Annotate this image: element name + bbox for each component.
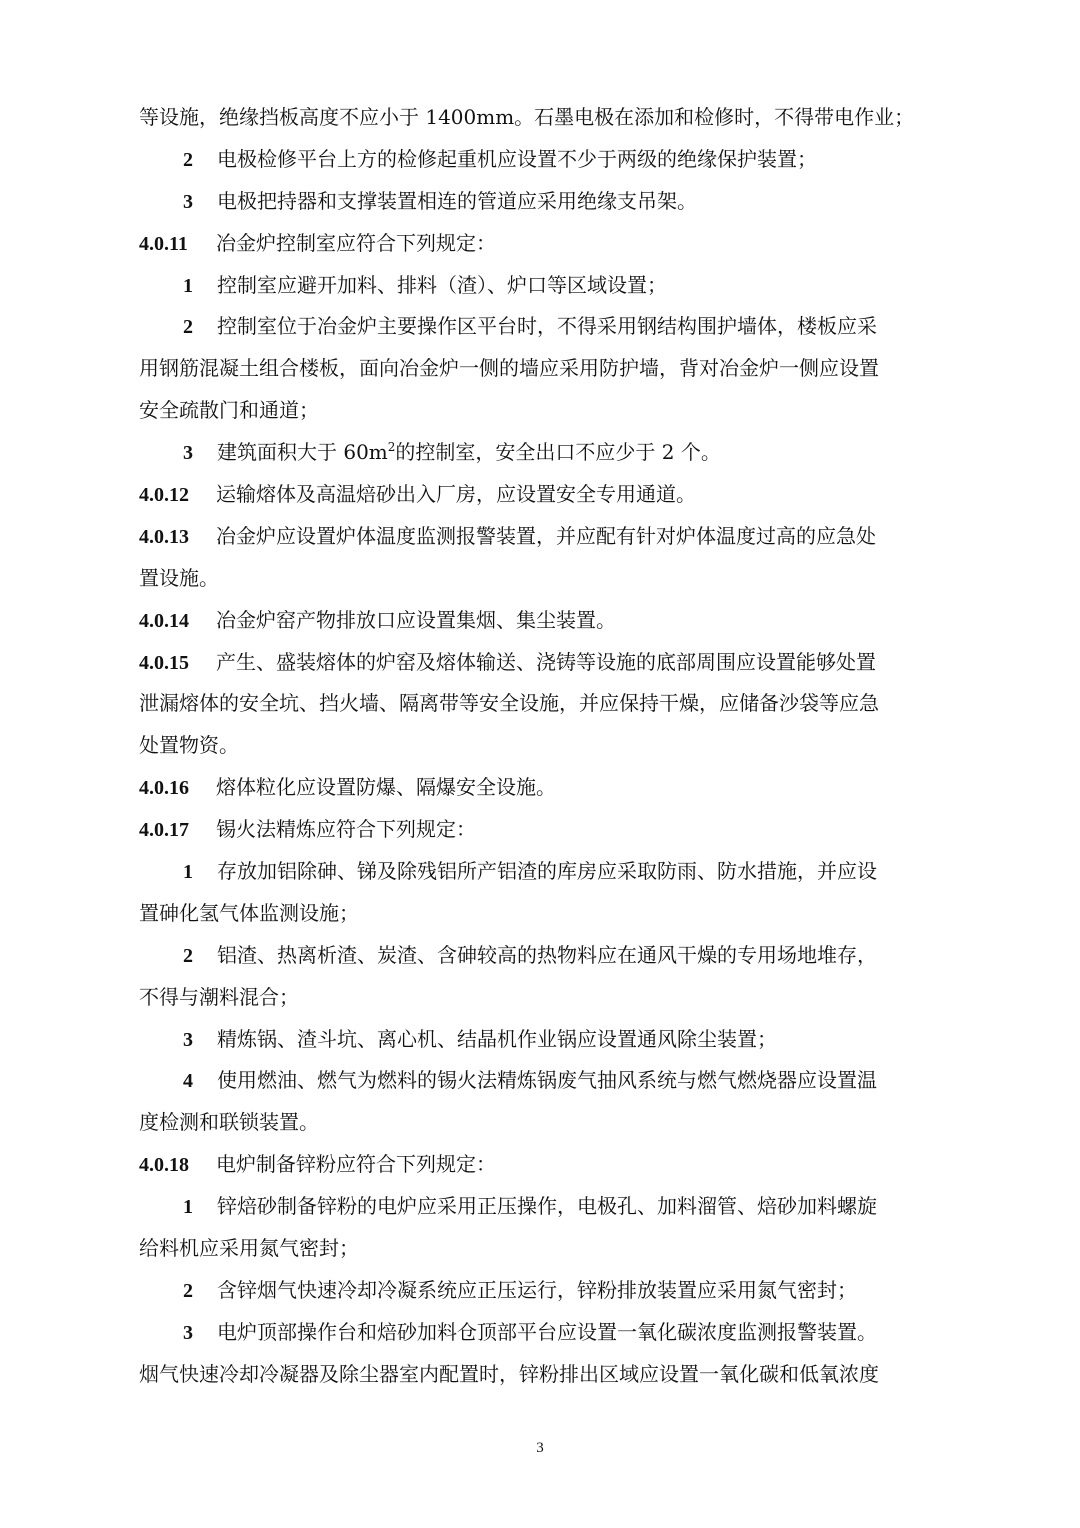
line-text: 处置物资。 [139,733,239,758]
item-line [139,935,941,977]
continuation-line [139,348,941,390]
line-text: 等设施，绝缘挡板高度不应小于 1400mm。石墨电极在添加和检修时，不得带电作业； [139,105,915,129]
line-text-continued: 的控制室，安全出口不应少于 2 个。 [395,440,721,465]
continuation-line [139,893,941,935]
continuation-line [139,1354,941,1396]
item-line [139,1270,941,1312]
line-text: 置砷化氢气体监测设施； [139,900,359,925]
continuation-line [139,1102,941,1144]
line-text: 冶金炉应设置炉体温度监测报警装置，并应配有针对炉体温度过高的应急处 [216,523,876,548]
line-text: 泄漏熔体的安全坑、挡火墙、隔离带等安全设施，并应保持干燥，应储备沙袋等应急 [139,691,879,716]
line-text: 精炼锅、渣斗坑、离心机、结晶机作业锅应设置通风除尘装置； [217,1026,777,1051]
line-text: 运输熔体及高温焙砂出入厂房，应设置安全专用通道。 [216,482,696,507]
line-text: 使用燃油、燃气为燃料的锡火法精炼锅废气抽风系统与燃气燃烧器应设置温 [217,1068,877,1093]
line-text: 烟气快速冷却冷凝器及除尘器室内配置时，锌粉排出区域应设置一氧化碳和低氧浓度 [139,1361,879,1386]
clause-line [139,600,941,642]
line-text: 冶金炉窑产物排放口应设置集烟、集尘装置。 [216,607,616,632]
line-text: 锌焙砂制备锌粉的电炉应采用正压操作，电极孔、加料溜管、焙砂加料螺旋 [217,1194,877,1219]
clause-number: 4.0.17 [139,819,189,842]
clause-number: 4.0.11 [139,232,188,255]
clause-line [139,809,941,851]
page-number: 3 [536,1440,544,1456]
item-line [139,265,941,307]
line-text: 存放加铝除砷、锑及除残铝所产铝渣的库房应采取防雨、防水措施，并应设 [217,859,877,884]
clause-number: 4.0.12 [139,484,189,507]
line-text: 铝渣、热离析渣、炭渣、含砷较高的热物料应在通风干燥的专用场地堆存， [217,942,877,967]
line-text: 含锌烟气快速冷却冷凝系统应正压运行，锌粉排放装置应采用氮气密封； [217,1277,857,1302]
item-line [139,181,941,223]
clause-number: 4.0.15 [139,651,189,674]
line-text: 控制室应避开加料、排料（渣）、炉口等区域设置； [217,272,667,297]
line-text: 度检测和联锁装置。 [139,1110,319,1135]
clause-line [139,223,941,265]
item-line [139,851,941,893]
clause-line [139,516,941,558]
line-text: 产生、盛装熔体的炉窑及熔体输送、浇铸等设施的底部周围应设置能够处置 [216,649,876,674]
continuation-line [139,390,941,432]
continuation-line [139,1228,941,1270]
item-line [139,1312,941,1354]
line-text: 给料机应采用氮气密封； [139,1236,359,1261]
line-text: 置设施。 [139,565,219,590]
clause-number: 4.0.18 [139,1154,189,1177]
item-number: 1 [183,1196,193,1219]
item-line [139,1019,941,1061]
item-number: 2 [183,1279,193,1302]
item-number: 4 [183,1070,193,1093]
clause-line [139,474,941,516]
item-line [139,432,941,474]
continuation-line [139,683,941,725]
line-text: 不得与潮料混合； [139,984,299,1009]
line-text: 电炉制备锌粉应符合下列规定： [216,1152,496,1177]
item-line [139,1186,941,1228]
item-number: 2 [183,944,193,967]
item-line [139,1060,941,1102]
line-text: 锡火法精炼应符合下列规定： [216,817,476,842]
line-text: 安全疏散门和通道； [139,398,319,423]
clause-line [139,1144,941,1186]
document-body [139,97,941,1396]
continuation-line [139,725,941,767]
item-number: 2 [183,148,193,171]
item-number: 1 [183,861,193,884]
item-number: 1 [183,274,193,297]
line-text: 控制室位于冶金炉主要操作区平台时，不得采用钢结构围护墙体，楼板应采 [217,314,877,339]
clause-number: 4.0.13 [139,525,189,548]
item-line [139,306,941,348]
continuation-line [139,977,941,1019]
continuation-line [139,97,941,139]
continuation-line [139,558,941,600]
line-text: 建筑面积大于 60m [217,440,388,465]
item-number: 3 [183,190,193,213]
item-number: 3 [183,1321,193,1344]
line-text: 电极检修平台上方的检修起重机应设置不少于两级的绝缘保护装置； [217,146,817,171]
clause-number: 4.0.14 [139,609,189,632]
clause-line [139,767,941,809]
item-number: 2 [183,316,193,339]
line-text: 电极把持器和支撑装置相连的管道应采用绝缘支吊架。 [217,188,697,213]
line-text: 冶金炉控制室应符合下列规定： [216,230,496,255]
item-number: 3 [183,1028,193,1051]
item-line [139,139,941,181]
superscript: 2 [387,440,396,455]
clause-line [139,642,941,684]
line-text: 电炉顶部操作台和焙砂加料仓顶部平台应设置一氧化碳浓度监测报警装置。 [217,1319,877,1344]
line-text: 熔体粒化应设置防爆、隔爆安全设施。 [216,775,556,800]
line-text: 用钢筋混凝土组合楼板，面向冶金炉一侧的墙应采用防护墙，背对冶金炉一侧应设置 [139,356,879,381]
clause-number: 4.0.16 [139,777,189,800]
item-number: 3 [183,442,193,465]
